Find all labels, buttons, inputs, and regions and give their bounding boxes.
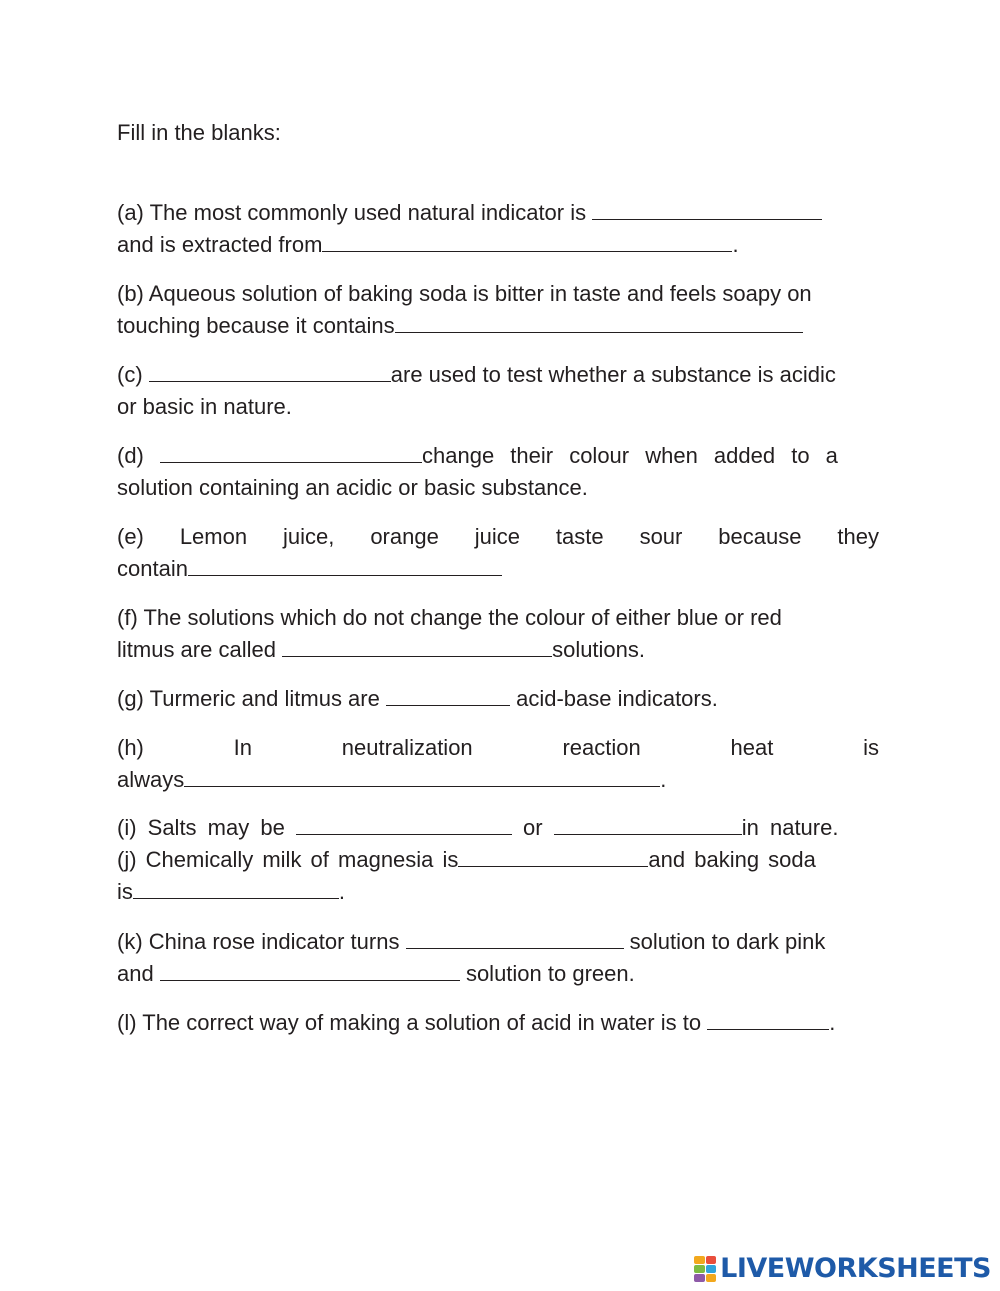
liveworksheets-logo-icon <box>694 1256 716 1282</box>
blank-b1[interactable] <box>395 311 803 333</box>
question-g: (g) Turmeric and litmus are acid-base indicators. <box>117 686 718 711</box>
blank-i2[interactable] <box>554 813 742 835</box>
question-e: (e) Lemon juice, orange juice taste sour because they contain <box>117 524 879 581</box>
question-a: (a) The most commonly used natural indicator is and is extracted from . <box>117 197 879 261</box>
brand-name: LIVEWORKSHEETS <box>720 1253 991 1284</box>
question-k: (k) China rose indicator turns solution to dark pink and solution to green. <box>117 929 826 986</box>
blank-c1[interactable] <box>149 360 391 382</box>
blank-e1[interactable] <box>188 554 502 576</box>
blank-j2[interactable] <box>133 877 339 899</box>
blank-j1[interactable] <box>458 845 648 867</box>
blank-i1[interactable] <box>296 813 512 835</box>
liveworksheets-brand <box>694 1254 991 1284</box>
blank-g1[interactable] <box>386 684 510 706</box>
question-c: (c) are used to test whether a substance is acidic or basic in nature. <box>117 362 836 419</box>
blank-f1[interactable] <box>282 635 552 657</box>
question-i-j: (i) Salts may be or in nature. (j) Chemically milk of magnesia is and baking soda is . <box>117 815 839 904</box>
question-b: (b) Aqueous solution of baking soda is bitter in taste and feels soapy on touching because it contains <box>117 281 812 338</box>
blank-l1[interactable] <box>707 1008 829 1030</box>
question-d: (d) change their colour when added to a solution containing an acidic or basic substance. <box>117 443 838 500</box>
worksheet-heading: Fill in the blanks: <box>117 120 281 145</box>
blank-a1[interactable] <box>592 198 822 220</box>
blank-k2[interactable] <box>160 959 460 981</box>
blank-a2[interactable] <box>322 230 732 252</box>
question-h: (h) In neutralization reaction heat is always . <box>117 735 879 792</box>
blank-k1[interactable] <box>406 927 624 949</box>
question-f: (f) The solutions which do not change the colour of either blue or red litmus are called solutions. <box>117 605 782 662</box>
blank-d1[interactable] <box>160 441 422 463</box>
blank-h1[interactable] <box>184 765 660 787</box>
question-l: (l) The correct way of making a solution of acid in water is to . <box>117 1010 836 1035</box>
